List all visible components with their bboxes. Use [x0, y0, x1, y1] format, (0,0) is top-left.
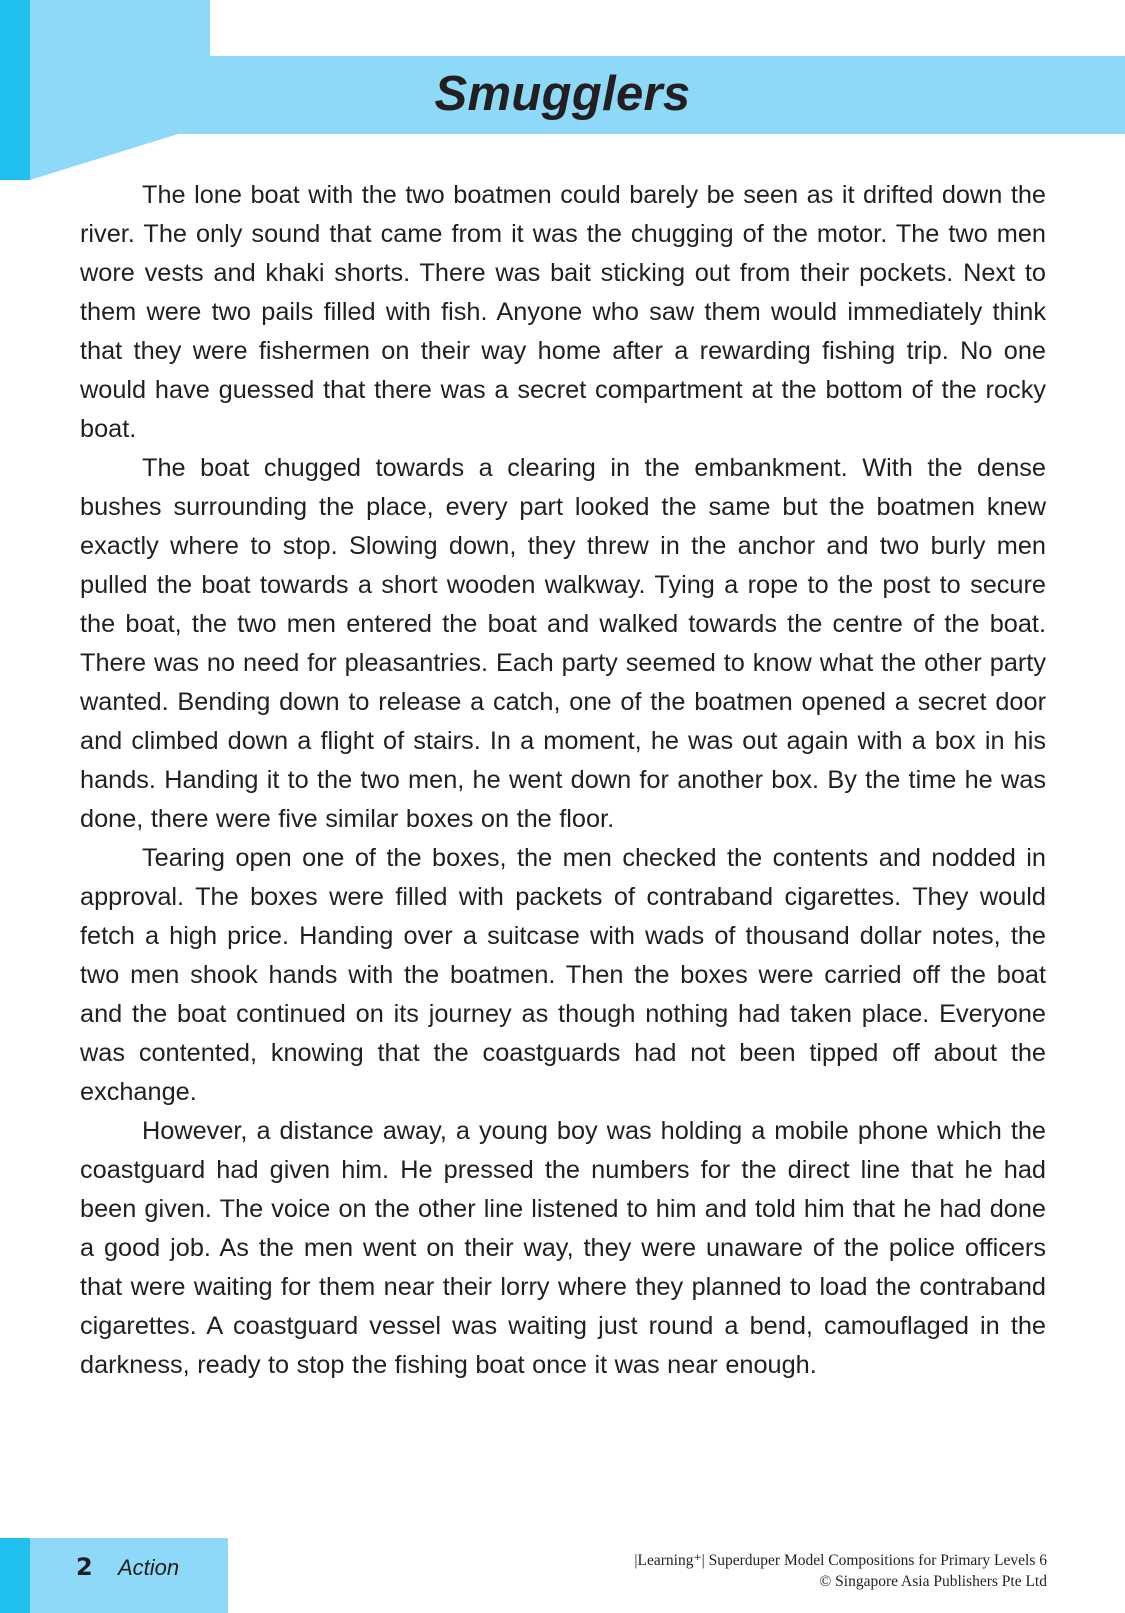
- paragraph-3: Tearing open one of the boxes, the men checked the contents and nodded in approval. The boxes were filled with packets of contraband cigarettes. They would fetch a high price. Handing over a suitcase with wads of thousand dollar notes, the two men shook hands with the boatmen. Then the boxes were carried off the boat and the boat continued on its journey as though nothing had taken place. Everyone was contented, knowing that the coastguards had not been tipped off about the exchange.: [80, 844, 1046, 1106]
- page-title: Smugglers: [434, 67, 691, 121]
- copyright-notice: © Singapore Asia Publishers Pte Ltd: [819, 1573, 1047, 1590]
- page-number: 2: [76, 1553, 93, 1581]
- paragraph-4: However, a distance away, a young boy was holding a mobile phone which the coastguard had given him. He pressed the numbers for the direct line that he had been given. The voice on the other line listened to him and told him that he had done a good job. As the men went on their way, they were unaware of the police officers that were waiting for them near their lorry where they planned to load the contraband cigarettes. A coastguard vessel was waiting just round a bend, camouflaged in the darkness, ready to stop the fishing boat once it was near enough.: [80, 1117, 1046, 1379]
- publisher-credits: [634, 1550, 1047, 1592]
- footer-band: [0, 1538, 228, 1613]
- paragraph-2: The boat chugged towards a clearing in the embankment. With the dense bushes surrounding the place, every part looked the same but the boatmen knew exactly where to stop. Slowing down, they threw in the anchor and two burly men pulled the boat towards a short wooden walkway. Tying a rope to the post to secure the boat, the two men entered the boat and walked towards the centre of the boat. There was no need for pleasantries. Each party seemed to know what the other party wanted. Bending down to release a catch, one of the boatmen opened a secret door and climbed down a flight of stairs. In a moment, he was out again with a box in his hands. Handing it to the two men, he went down for another box. By the time he was done, there were five similar boxes on the floor.: [80, 454, 1046, 833]
- section-label: Action: [118, 1555, 180, 1580]
- book-title: |Learning⁺| Superduper Model Compositions for Primary Levels 6: [634, 1552, 1047, 1569]
- footer-edge-bar: [0, 1538, 30, 1613]
- story-body: [80, 176, 1046, 1385]
- paragraph-1: The lone boat with the two boatmen could barely be seen as it drifted down the river. The only sound that came from it was the chugging of the motor. The two men wore vests and khaki shorts. There was bait sticking out from their pockets. Next to them were two pails filled with fish. Anyone who saw them would immediately think that they were fishermen on their way home after a rewarding fishing trip. No one would have guessed that there was a secret compartment at the bottom of the rocky boat.: [80, 181, 1046, 443]
